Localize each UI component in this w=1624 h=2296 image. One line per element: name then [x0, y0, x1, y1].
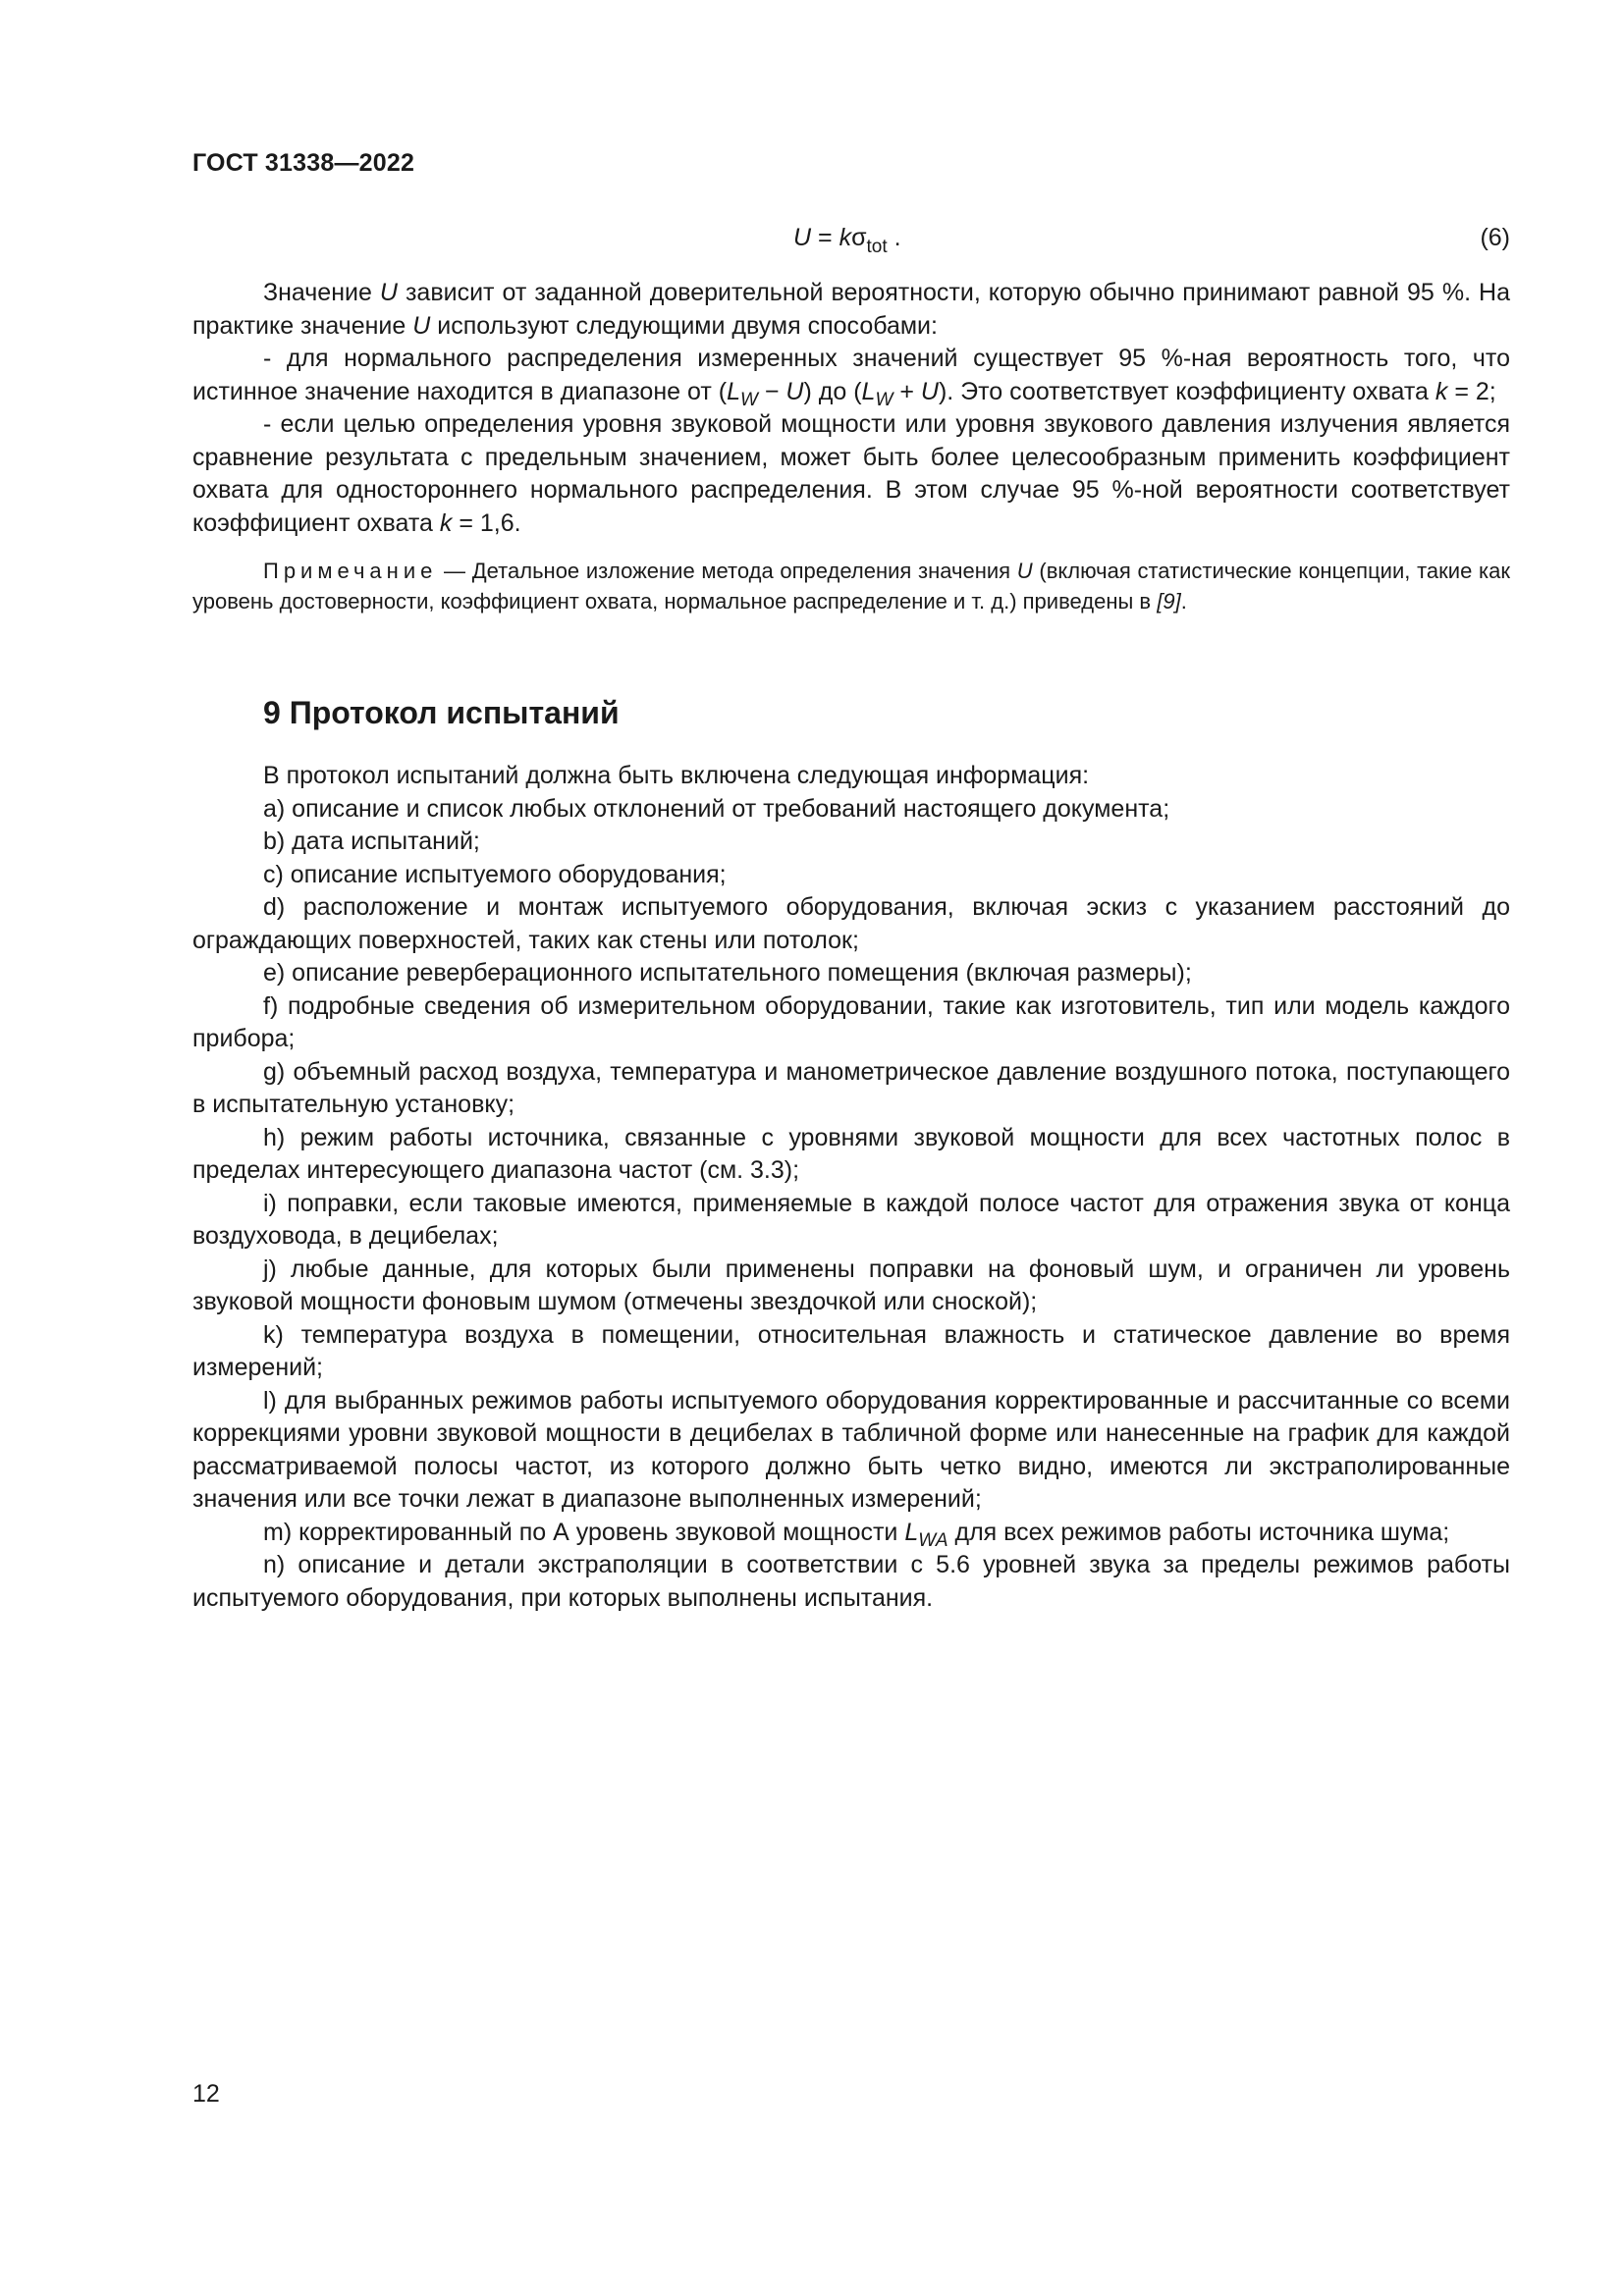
paragraph-uncertainty: Значение U зависит от заданной доверительной вероятности, которую обычно принимают равной 95 %. На практике значение U используют следующими двумя способами:	[192, 279, 1511, 340]
formula-number: (6)	[1480, 224, 1510, 251]
list-item-k: k) температура воздуха в помещении, относительная влажность и статическое давление во время измерений;	[192, 1320, 1510, 1381]
list-item-i: i) поправки, если таковые имеются, применяемые в каждой полосе частот для отражения звука от конца воздуховода, в децибелах;	[192, 1189, 1510, 1250]
list-item-g: g) объемный расход воздуха, температура и манометрическое давление воздушного потока, поступающего в испытательную установку;	[192, 1057, 1510, 1118]
bullet-normal-distribution: - для нормального распределения измеренных значений существует 95 %-ная вероятность того, что истинное значение находится в диапазоне от $(L_W - U)$ до $(L_W + U)$. Это соответствует коэффициенту охвата k = 2;	[192, 345, 1510, 410]
page-number: 12	[192, 2080, 220, 2108]
list-item-d: d) расположение и монтаж испытуемого оборудования, включая эскиз с указанием расстояний до ограждающих поверхностей, таких как стены или потолок;	[192, 893, 1510, 954]
list-item-n: n) описание и детали экстраполяции в соответствии с 5.6 уровней звука за пределы режимов работы испытуемого оборудования, при которых выполнены испытания.	[192, 1551, 1510, 1612]
list-item-l: l) для выбранных режимов работы испытуемого оборудования корректированные и рассчитанные со всеми коррекциями уровни звуковой мощности в децибелах в табличной форме или нанесенные на график для каждой рассматриваемой полосы частот, из которого должно быть четко видно, имеются ли экстраполированные значения или все точки лежат в диапазоне выполненных измерений;	[192, 1386, 1510, 1513]
section-lead: В протокол испытаний должна быть включена следующая информация:	[263, 762, 1090, 789]
list-item-b: b) дата испытаний;	[263, 828, 480, 855]
bullet-one-sided-distribution: - если целью определения уровня звуковой мощности или уровня звукового давления излучения является сравнение результата с предельным значением, может быть более целесообразным применить коэффициент охвата для одностороннего нормального распределения. В этом случае 95 %-ной вероятности соответствует коэффициент охвата k = 1,6.	[192, 410, 1510, 537]
list-item-h: h) режим работы источника, связанные с уровнями звуковой мощности для всех частотных полос в пределах интересующего диапазона частот (см. 3.3);	[192, 1123, 1510, 1184]
note-label: Примечание	[263, 559, 438, 583]
formula-expression: $U = k\sigma_{tot}$ .	[793, 224, 901, 257]
reference-link: [9]	[1157, 589, 1181, 614]
running-head: ГОСТ 31338—2022	[192, 149, 415, 177]
list-item-a: a) описание и список любых отклонений от требований настоящего документа;	[263, 794, 1170, 823]
note: Примечание — Детальное изложение метода определения значения U (включая статистические концепции, такие как уровень достоверности, коэффициент охвата, нормальное распределение и т. д.) приведены в [9].	[192, 559, 1510, 614]
list-item-m: m) корректированный по А уровень звуковой мощности $L_{WA}$ для всех режимов работы источника шума;	[263, 1518, 1450, 1551]
list-item-c: c) описание испытуемого оборудования;	[263, 860, 727, 888]
list-item-j: j) любые данные, для которых были применены поправки на фоновый шум, и ограничен ли уровень звуковой мощности фоновым шумом (отмечены звездочкой или сноской);	[192, 1255, 1510, 1315]
list-item-f: f) подробные сведения об измерительном оборудовании, такие как изготовитель, тип или модель каждого прибора;	[192, 991, 1510, 1052]
formula-6	[192, 222, 1510, 261]
page-content	[192, 222, 1510, 1615]
section-title: 9 Протокол испытаний	[263, 695, 620, 730]
list-item-e: e) описание реверберационного испытательного помещения (включая размеры);	[263, 959, 1192, 987]
